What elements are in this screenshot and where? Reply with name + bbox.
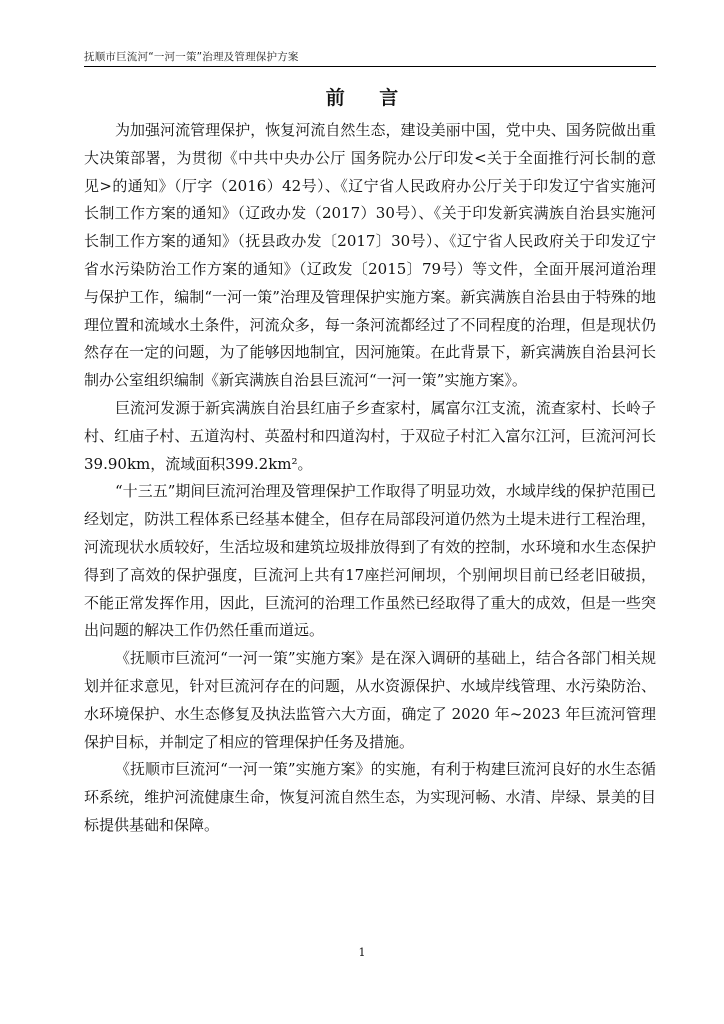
body-text bbox=[84, 117, 656, 840]
paragraph-1: 为加强河流管理保护，恢复河流自然生态，建设美丽中国，党中央、国务院做出重大决策部署，为贯彻《中共中央办公厅 国务院办公厅印发<关于全面推行河长制的意见>的通知》（厅字（2016）42号）、《辽宁省人民政府办公厅关于印发辽宁省实施河长制工作方案的通知》（辽政办发（2017）30号）、《关于印发新宾满族自治县实施河长制工作方案的通知》（抚县政办发〔2017〕30号）、《辽宁省人民政府关于印发辽宁省水污染防治工作方案的通知》（辽政发〔2015〕79号）等文件，全面开展河道治理与保护工作，编制“一河一策”治理及管理保护实施方案。新宾满族自治县由于特殊的地理位置和流域水土条件，河流众多，每一条河流都经过了不同程度的治理，但是现状仍然存在一定的问题，为了能够因地制宜，因河施策。在此背景下，新宾满族自治县河长制办公室组织编制《新宾满族自治县巨流河“一河一策”实施方案》。 bbox=[84, 121, 656, 390]
paragraph-5: 《抚顺市巨流河“一河一策”实施方案》的实施，有利于构建巨流河良好的水生态循环系统，维护河流健康生命，恢复河流自然生态，为实现河畅、水清、岸绿、景美的目标提供基础和保障。 bbox=[84, 760, 656, 834]
page-title: 前 言 bbox=[325, 87, 413, 109]
paragraph-4: 《抚顺市巨流河“一河一策”实施方案》是在深入调研的基础上，结合各部门相关规划并征求意见，针对巨流河存在的问题，从水资源保护、水域岸线管理、水污染防治、水环境保护、水生态修复及执法监管六大方面，确定了 2020 年~2023 年巨流河管理保护目标，并制定了相应的管理保护任务及措施。 bbox=[84, 649, 656, 751]
page-number: 1 bbox=[358, 946, 366, 959]
running-header: 抚顺市巨流河“一河一策”治理及管理保护方案 bbox=[84, 51, 299, 63]
paragraph-3: “十三五”期间巨流河治理及管理保护工作取得了明显功效，水域岸线的保护范围已经划定，防洪工程体系已经基本健全，但存在局部段河道仍然为土堤未进行工程治理，河流现状水质较好，生活垃圾和建筑垃圾排放得到了有效的控制，水环境和水生态保护得到了高效的保护强度，巨流河上共有17座拦河闸坝，个别闸坝目前已经老旧破损，不能正常发挥作用，因此，巨流河的治理工作虽然已经取得了重大的成效，但是一些突出问题的解决工作仍然任重而道远。 bbox=[84, 482, 656, 640]
paragraph-2: 巨流河发源于新宾满族自治县红庙子乡查家村，属富尔江支流，流查家村、长岭子村、红庙子村、五道沟村、英盈村和四道沟村，于双砬子村汇入富尔江河，巨流河河长39.90km，流域面积399.2km²。 bbox=[84, 398, 656, 473]
header-rule bbox=[84, 66, 656, 67]
